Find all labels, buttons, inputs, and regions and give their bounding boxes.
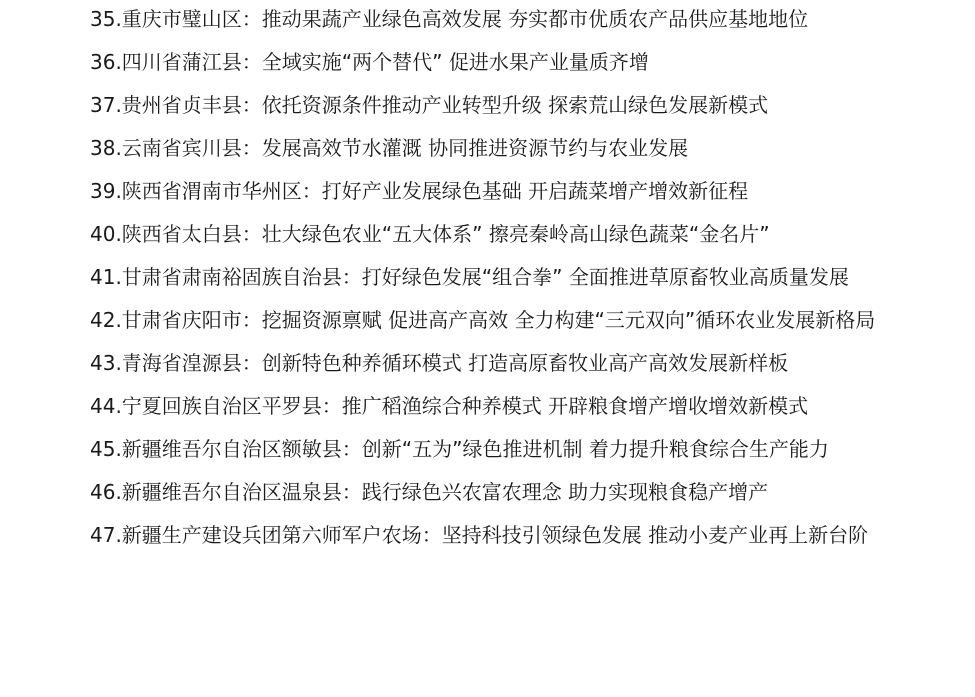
list-item: 43.青海省湟源县：创新特色种养循环模式 打造高原畜牧业高产高效发展新样板 <box>90 351 789 375</box>
list-item: 38.云南省宾川县：发展高效节水灌溉 协同推进资源节约与农业发展 <box>90 136 689 160</box>
list-item: 36.四川省蒲江县：全域实施“两个替代” 促进水果产业量质齐增 <box>90 50 649 74</box>
document-body <box>48 0 898 559</box>
list-item: 39.陕西省渭南市华州区：打好产业发展绿色基础 开启蔬菜增产增效新征程 <box>90 179 749 203</box>
list-item: 37.贵州省贞丰县：依托资源条件推动产业转型升级 探索荒山绿色发展新模式 <box>90 93 769 117</box>
list-item: 44.宁夏回族自治区平罗县：推广稻渔综合种养模式 开辟粮食增产增收增效新模式 <box>90 394 809 418</box>
list-item: 47.新疆生产建设兵团第六师军户农场：坚持科技引领绿色发展 推动小麦产业再上新台阶 <box>90 523 869 547</box>
list-item: 45.新疆维吾尔自治区额敏县：创新“五为”绿色推进机制 着力提升粮食综合生产能力 <box>90 437 829 461</box>
list-item: 40.陕西省太白县：壮大绿色农业“五大体系” 擦亮秦岭高山绿色蔬菜“金名片” <box>90 222 770 246</box>
list-item: 46.新疆维吾尔自治区温泉县：践行绿色兴农富农理念 助力实现粮食稳产增产 <box>90 480 769 504</box>
list-item: 42.甘肃省庆阳市：挖掘资源禀赋 促进高产高效 全力构建“三元双向”循环农业发展新格局 <box>90 308 876 332</box>
list-item: 41.甘肃省肃南裕固族自治县：打好绿色发展“组合拳” 全面推进草原畜牧业高质量发展 <box>90 265 849 289</box>
list-item: 35.重庆市璧山区：推动果蔬产业绿色高效发展 夯实都市优质农产品供应基地地位 <box>90 7 809 31</box>
